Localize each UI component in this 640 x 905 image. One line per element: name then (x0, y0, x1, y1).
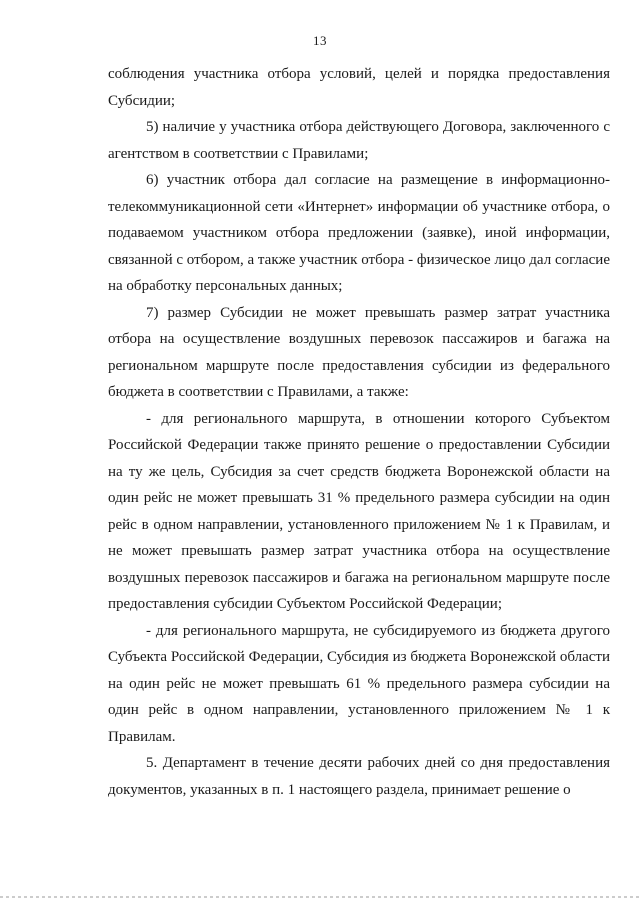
document-body (108, 61, 610, 803)
scan-edge-mark (0, 896, 640, 898)
paragraph-regional-route-subsidized: - для регионального маршрута, в отношении которого Субъектом Российской Федерации также принято решение о предоставлении Субсидии на ту же цель, Субсидия за счет средств бюджета Воронежской области на один рейс не может превышать 31 % предельного размера субсидии на один рейс в одном направлении, установленного приложением № 1 к Правилам, и не может превышать размер затрат участника отбора на осуществление воздушных перевозок пассажиров и багажа на региональном маршруте после предоставления субсидии Субъектом Российской Федерации; (108, 410, 610, 612)
page-number: 13 (313, 33, 327, 48)
paragraph-regional-route-not-subsidized: - для регионального маршрута, не субсидируемого из бюджета другого Субъекта Российской Федерации, Субсидия из бюджета Воронежской области на один рейс не может превышать 61 % предельного размера субсидии на один рейс в одном направлении, установленного приложением № 1 к Правилам. (108, 622, 610, 745)
paragraph-section-5: 5. Департамент в течение десяти рабочих дней со дня предоставления документов, указанных в п. 1 настоящего раздела, принимает решение о (108, 755, 610, 798)
paragraph-item-6: 6) участник отбора дал согласие на размещение в информационно-телекоммуникационной сети «Интернет» информации об участнике отбора, о подаваемом участником отбора предложении (заявке), иной информации, связанной с отбором, а также участник отбора - физическое лицо дал согласие на обработку персональных данных; (108, 172, 610, 294)
paragraph-item-5: 5) наличие у участника отбора действующего Договора, заключенного с агентством в соответствии с Правилами; (108, 119, 610, 162)
paragraph-continuation: соблюдения участника отбора условий, целей и порядка предоставления Субсидии; (108, 66, 610, 109)
paragraph-item-7: 7) размер Субсидии не может превышать размер затрат участника отбора на осуществление воздушных перевозок пассажиров и багажа на региональном маршруте после предоставления субсидии из федерального бюджета в соответствии с Правилами, а также: (108, 304, 610, 400)
